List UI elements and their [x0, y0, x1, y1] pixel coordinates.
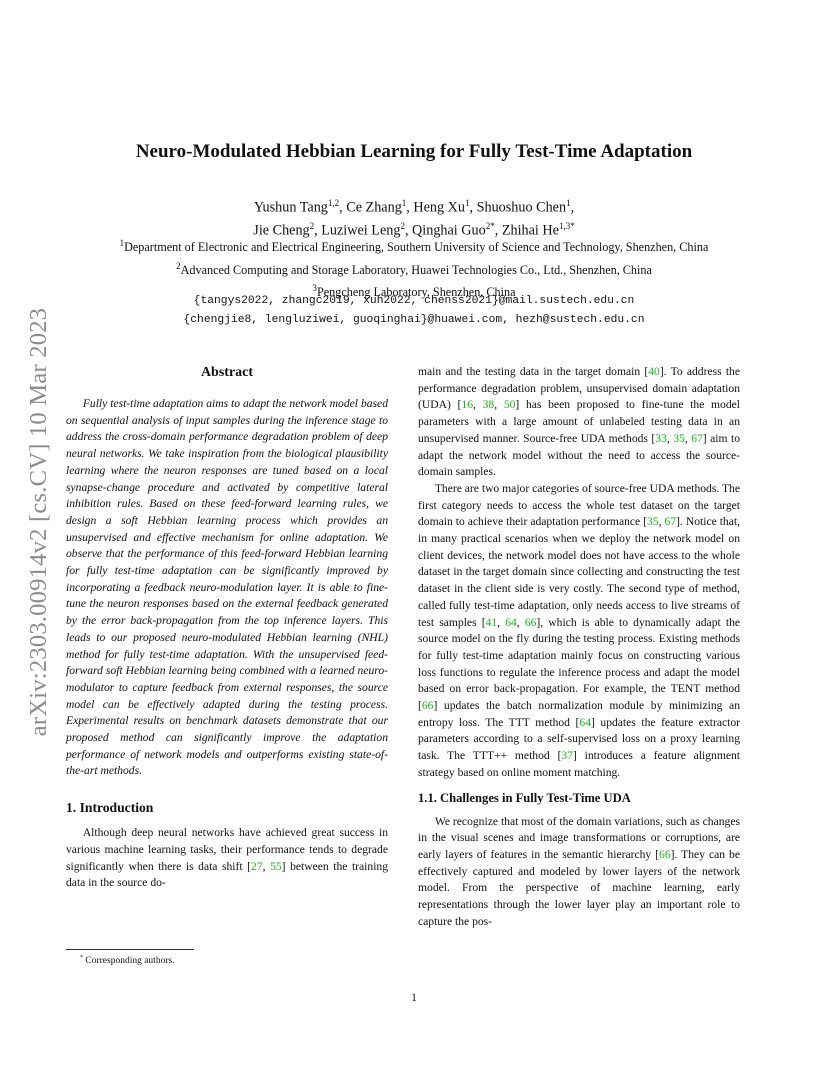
author-name: Luziwei Leng: [321, 222, 401, 239]
author-affiliation-marker: 1,2: [327, 198, 340, 208]
author-affiliation-marker: 2: [309, 220, 315, 231]
author-affiliation-marker: 1: [465, 198, 470, 208]
paper-title: Neuro-Modulated Hebbian Learning for Fully Test-Time Adaptation: [135, 141, 693, 162]
author-name: Zhihai He: [501, 222, 559, 239]
introduction-paragraph: [66, 825, 388, 892]
body-text-run: ] aim to adapt the network model without the need to access the source-domain samples.: [418, 431, 741, 479]
body-text-run: ,: [658, 515, 665, 529]
body-text-run: ,: [494, 398, 504, 412]
body-text-run: ] updates the feature extractor parameters according to a self-supervised loss on a proxy learning task. The TTT++ method [: [418, 715, 740, 763]
affiliation-text: Advanced Computing and Storage Laboratory, Huawei Technologies Co., Ltd., Shenzhen, China: [180, 262, 652, 277]
author-name: Heng Xu: [413, 199, 466, 216]
body-text-run: ] has been proposed to fine-tune the model parameters with a large amount of unlabeled testing data in an unsupervised manner. Source-free UDA methods [: [418, 398, 741, 445]
affiliation-item: [20, 257, 808, 280]
citation-link[interactable]: 38: [482, 398, 495, 412]
affiliation-text: Pengcheng Laboratory, Shenzhen, China: [316, 285, 516, 300]
author-affiliation-marker: 1,3*: [558, 220, 575, 231]
author-name: Jie Cheng: [253, 222, 310, 239]
body-text-run: ], which is able to dynamically adapt the source model on the fly during the testing process. Existing methods for fully test-time adaptation mainly focus on constructing various loss functions to regulate the inference process and adapt the model based on error back-propagation. For example, the TENT method [: [418, 615, 741, 713]
email-line[interactable]: {tangys2022, zhangc2019, xuh2022, chenss2021}@mail.sustech.edu.cn: [193, 295, 635, 307]
citation-link[interactable]: 35: [647, 515, 659, 529]
email-list: [20, 292, 808, 330]
left-column: [66, 364, 388, 892]
body-text-run: main and the testing data in the target domain [: [418, 365, 649, 378]
body-text-run: ,: [473, 398, 483, 412]
body-text-run: ,: [497, 615, 506, 629]
author-list: [40, 194, 788, 239]
body-text-run: ]. Notice that, in many practical scenarios when we deploy the network model on client devices, the network model does not have access to the whole dataset in the target domain since collecting and constructing the test dataset in the client side is very costly. The second type of method, called fully test-time adaptation, only needs access to live streams of test samples [: [418, 515, 740, 629]
author-affiliation-marker: 1: [401, 198, 407, 208]
author-affiliation-marker: 1: [566, 198, 571, 208]
introduction-heading: 1. Introduction: [66, 800, 154, 816]
citation-link[interactable]: 33: [655, 431, 667, 445]
author-name: Qinghai Guo: [412, 222, 486, 239]
challenges-paragraph: [418, 814, 740, 931]
author-affiliation-marker: 2: [400, 220, 405, 231]
author-name: Ce Zhang: [346, 199, 402, 216]
body-text-run: ,: [262, 859, 271, 873]
affiliation-text: Department of Electronic and Electrical Engineering, Southern University of Science and Technology, Shenzhen, China: [124, 240, 709, 255]
citation-link[interactable]: 66: [524, 615, 537, 629]
affiliation-item: [20, 234, 808, 257]
source-free-uda-paragraph: [418, 481, 740, 782]
citation-link[interactable]: 37: [561, 749, 573, 763]
author-affiliation-marker: 2*: [485, 220, 495, 231]
body-text-run: ,: [684, 431, 692, 445]
intro-continued-paragraph: [418, 364, 740, 481]
body-text-run: ] introduces a feature alignment strategy based on online moment matching.: [418, 749, 741, 779]
citation-link[interactable]: 67: [691, 431, 703, 445]
footnote: [80, 952, 175, 967]
citation-link[interactable]: 64: [579, 715, 591, 729]
author-name: Shuoshuo Chen: [476, 199, 567, 216]
citation-link[interactable]: 55: [270, 859, 282, 873]
citation-link[interactable]: 64: [505, 615, 517, 629]
arxiv-identifier-stamp: [22, 288, 56, 756]
body-text-run: Although deep neural networks have achieved great success in various machine learning tasks, their performance tends to degrade significantly when there is data shift [: [66, 826, 388, 873]
citation-link[interactable]: 67: [664, 515, 677, 529]
abstract-heading: Abstract: [200, 365, 254, 380]
author-line-1: Yushun Tang$^{1,2}$, Ce Zhang$^1$, Heng Xu$^1$, Shuoshuo Chen$^1$,: [253, 198, 575, 216]
footnote-marker: *: [80, 955, 83, 961]
email-line[interactable]: {chengjie8, lengluziwei, guoqinghai}@huawei.com, hezh@sustech.edu.cn: [183, 314, 645, 326]
body-text-run: ] between the training data in the source do-: [66, 859, 389, 890]
footnote-divider: [66, 949, 194, 950]
body-text-run: ]. They can be effectively captured and modeled by lower layers of the network model. From the perspective of machine learning, early representations through the lower layer play an important role to capture the pos-: [418, 847, 740, 928]
citation-link[interactable]: 35: [673, 431, 685, 445]
footnote-text: Corresponding authors.: [85, 956, 175, 967]
citation-link[interactable]: 27: [251, 859, 263, 873]
citation-link[interactable]: 50: [503, 398, 516, 412]
body-text-run: ,: [516, 615, 525, 629]
body-text-run: ]. To address the performance degradation problem, unsupervised domain adaptation (UDA) [: [418, 365, 740, 412]
affiliation-marker: 1: [119, 238, 125, 248]
citation-link[interactable]: 40: [648, 365, 660, 378]
body-text-run: There are two major categories of source-free UDA methods. The first category needs to access the whole test dataset on the target domain to achieve their adaptation performance [: [418, 481, 740, 529]
citation-link[interactable]: 66: [421, 699, 434, 713]
author-name: Yushun Tang: [253, 199, 328, 216]
citation-link[interactable]: 66: [659, 847, 671, 861]
abstract-text: Fully test-time adaptation aims to adapt the network model based on sequential analysis of input samples during the inference stage to address the cross-domain performance degradation problem of deep neural networks. We take inspiration from the biological plausibility learning where the neuron responses are tuned based on a local synapse-change procedure and activated by competitive lateral inhibition rules. Based on these feed-forward learning rules, we design a soft Hebbian learning process which provides an unsupervised and effective mechanism for online adaptation. We observe that the performance of this feed-forward Hebbian learning for fully test-time adaptation can be significantly improved by incorporating a feedback neuro-modulation layer. It is able to fine-tune the neuron responses based on the external feedback generated by the error back-propagation from the top inference layers. This leads to our proposed neuro-modulated Hebbian learning (NHL) method for fully test-time adaptation. With the unsupervised feed-forward soft Hebbian learning being combined with a learned neuro-modulator to capture feedback from external responses, the source model can be effectively adapted during the testing process. Experimental results on benchmark datasets demonstrate that our proposed method can significantly improve the adaptation performance of network models and outperforms existing state-of-the-art methods.: [66, 397, 388, 778]
arxiv-identifier-text: arXiv:2303.00914v2 [cs.CV] 10 Mar 2023: [25, 307, 52, 737]
body-text-run: ] updates the batch normalization module by minimizing an entropy loss. The TTT method [: [418, 699, 740, 729]
citation-link[interactable]: 16: [461, 398, 473, 412]
affiliation-marker: 2: [176, 260, 181, 271]
body-text-run: We recognize that most of the domain variations, such as changes in the visual scenes and image transformations or corruptions, are early layers of features in the semantic hierarchy [: [418, 814, 740, 861]
citation-link[interactable]: 41: [485, 615, 498, 629]
body-text-run: ,: [666, 431, 674, 445]
challenges-subsection-heading: 1.1. Challenges in Fully Test-Time UDA: [418, 790, 631, 805]
right-column: [418, 364, 740, 931]
author-line-2: Jie Cheng$^2$, Luziwei Leng$^2$, Qinghai Guo$^{2*}$, Zhihai $He^{1,3*}$: [253, 220, 575, 239]
affiliation-marker: 3: [312, 283, 317, 294]
page-number: 1: [411, 991, 417, 1004]
